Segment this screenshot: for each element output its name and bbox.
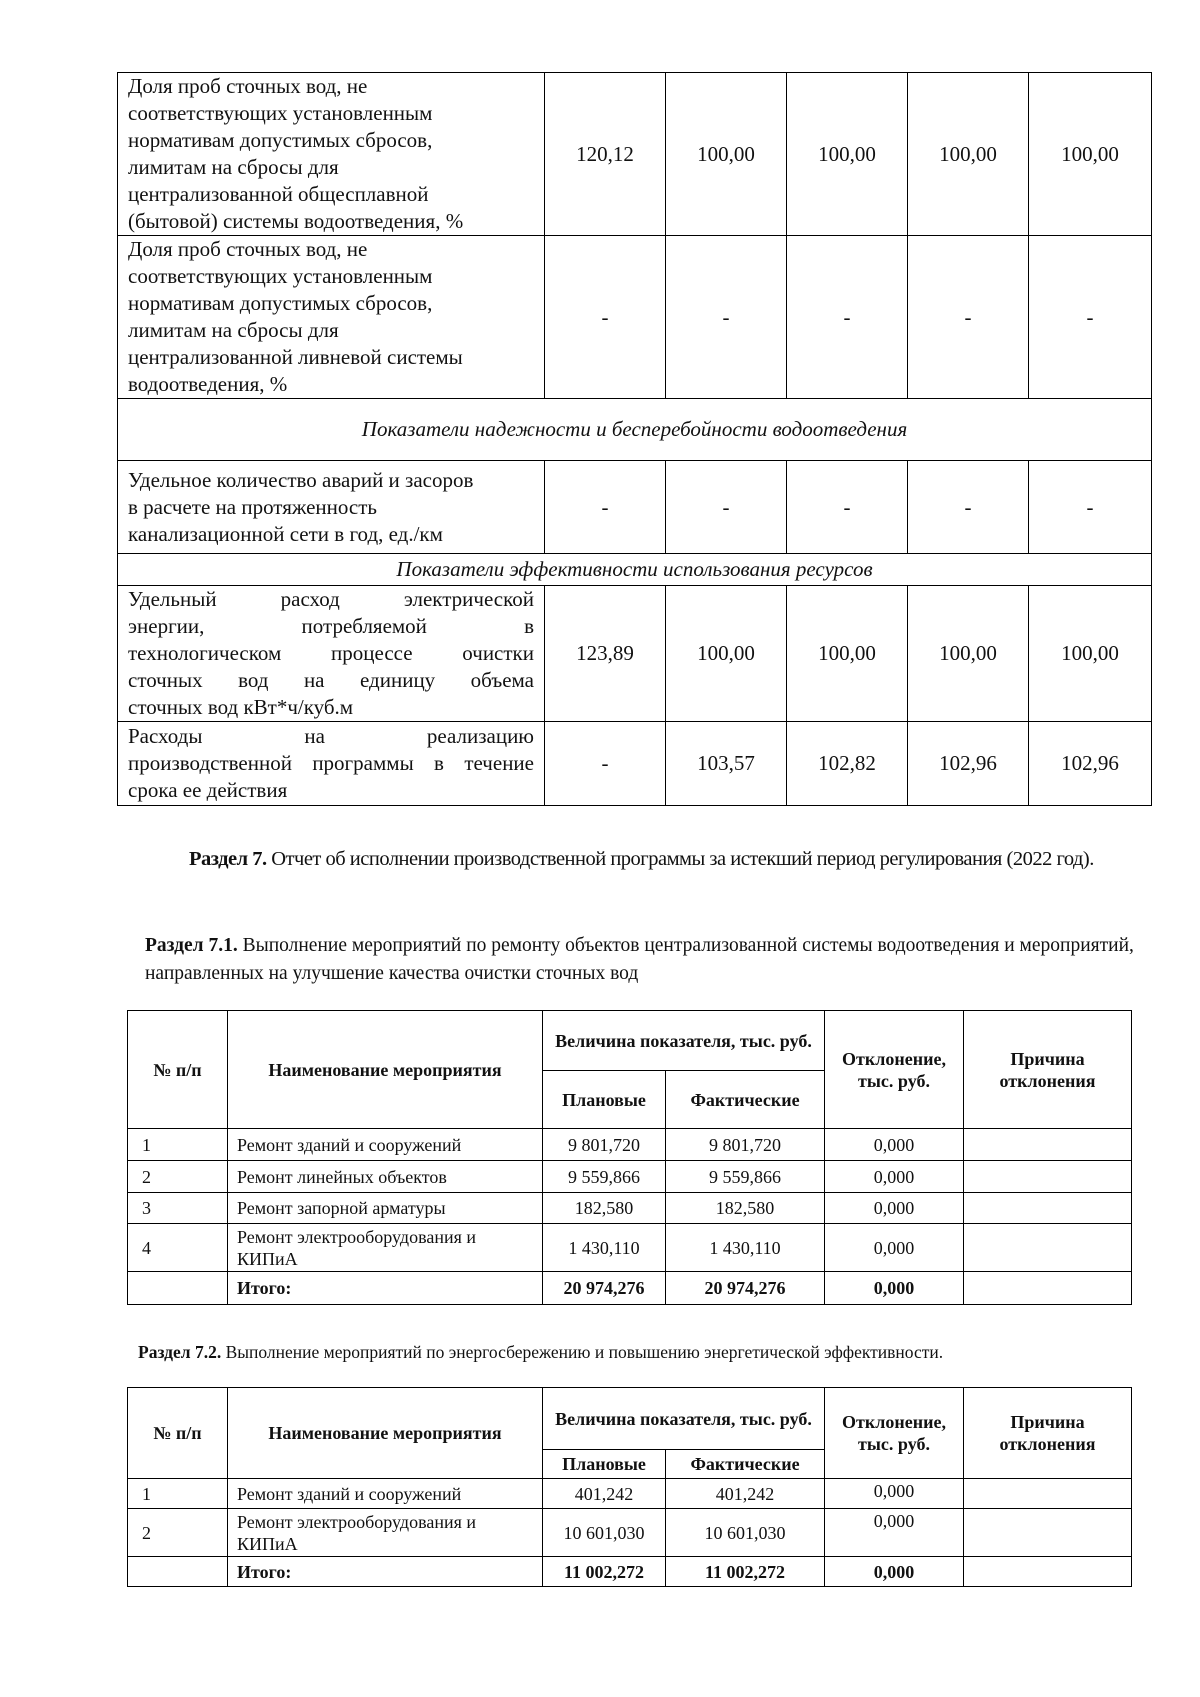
section-7-1-text: Выполнение мероприятий по ремонту объектов централизованной системы водоотведения и мероприятий, направленных на улучшение качества очистки сточных вод	[145, 935, 1134, 984]
measure-name: Итого:	[228, 1557, 543, 1587]
section-row	[118, 399, 1152, 461]
col-header-planned: Плановые	[543, 1450, 666, 1479]
indicator-row	[118, 461, 1152, 554]
section-7-heading	[145, 845, 1150, 874]
section-row	[118, 554, 1152, 586]
indicator-name	[118, 461, 545, 554]
deviation-value: 0,000	[825, 1479, 964, 1509]
indicator-name-line: централизованной общесплавной	[128, 182, 429, 206]
indicator-value: -	[666, 461, 787, 554]
indicator-name-line: соответствующих установленным	[128, 264, 433, 288]
indicator-value: -	[1029, 461, 1152, 554]
actual-value: 11 002,272	[666, 1557, 825, 1587]
col-header-reason: Причина отклонения	[964, 1388, 1132, 1479]
indicator-name-line: нормативам допустимых сбросов,	[128, 128, 433, 152]
energy-measures-table	[127, 1387, 1132, 1587]
deviation-reason	[964, 1272, 1132, 1305]
section-7-2-label: Раздел 7.2.	[138, 1342, 222, 1362]
indicator-name-line: Доля проб сточных вод, не	[128, 237, 368, 261]
row-number: 1	[128, 1479, 228, 1509]
indicator-name-line: сточных вод кВт*ч/куб.м	[128, 695, 354, 719]
measure-name: Ремонт зданий и сооружений	[228, 1479, 543, 1509]
section-7-label: Раздел 7.	[189, 848, 267, 870]
indicator-row	[118, 586, 1152, 722]
indicator-value: -	[787, 461, 908, 554]
indicator-name	[118, 236, 545, 399]
indicator-name-line: Доля проб сточных вод, не	[128, 74, 368, 98]
planned-value: 1 430,110	[543, 1224, 666, 1272]
measure-name: Ремонт зданий и сооружений	[228, 1129, 543, 1161]
planned-value: 10 601,030	[543, 1509, 666, 1557]
indicator-value: 100,00	[1029, 73, 1152, 236]
deviation-value: 0,000	[825, 1193, 964, 1224]
row-number	[128, 1557, 228, 1587]
indicator-name-line: Расходы на реализацию	[128, 724, 534, 748]
deviation-reason	[964, 1129, 1132, 1161]
indicators-table	[117, 72, 1152, 806]
col-header-planned: Плановые	[543, 1071, 666, 1129]
total-row	[128, 1272, 1132, 1305]
col-header-value: Величина показателя, тыс. руб.	[543, 1388, 825, 1450]
indicator-name-line: централизованной ливневой системы	[128, 345, 463, 369]
deviation-value: 0,000	[825, 1509, 964, 1557]
indicator-name-line: технологическом процессе очистки	[128, 641, 534, 665]
indicator-value: 123,89	[545, 586, 666, 722]
section-title: Показатели надежности и бесперебойности водоотведения	[118, 399, 1152, 461]
energy-measures-body	[128, 1479, 1132, 1587]
table-row	[128, 1509, 1132, 1557]
section-title: Показатели эффективности использования ресурсов	[118, 554, 1152, 586]
indicator-name	[118, 722, 545, 806]
indicator-name-line: в расчете на протяженность	[128, 494, 377, 519]
col-header-num: № п/п	[128, 1011, 228, 1129]
planned-value: 20 974,276	[543, 1272, 666, 1305]
indicator-name	[118, 73, 545, 236]
indicator-name-line: энергии, потребляемой в	[128, 614, 534, 638]
repair-measures-table	[127, 1010, 1132, 1305]
col-header-value: Величина показателя, тыс. руб.	[543, 1011, 825, 1071]
indicator-name-line: лимитам на сбросы для	[128, 155, 339, 179]
indicator-value: 100,00	[787, 73, 908, 236]
indicator-value: -	[908, 461, 1029, 554]
repair-measures-body	[128, 1129, 1132, 1305]
col-header-num: № п/п	[128, 1388, 228, 1479]
indicator-value: -	[545, 722, 666, 806]
indicator-name-line: лимитам на сбросы для	[128, 318, 339, 342]
section-7-2-text: Выполнение мероприятий по энергосбережению и повышению энергетической эффективности.	[221, 1342, 944, 1362]
indicator-name-line: нормативам допустимых сбросов,	[128, 291, 433, 315]
row-number: 1	[128, 1129, 228, 1161]
section-7-text: Отчет об исполнении производственной программы за истекший период регулирования (2022 год).	[266, 848, 1094, 870]
planned-value: 11 002,272	[543, 1557, 666, 1587]
table-row	[128, 1129, 1132, 1161]
deviation-reason	[964, 1161, 1132, 1193]
indicator-value: 120,12	[545, 73, 666, 236]
indicators-table-body	[118, 73, 1152, 806]
indicator-value: 100,00	[787, 586, 908, 722]
col-header-actual: Фактические	[666, 1450, 825, 1479]
actual-value: 20 974,276	[666, 1272, 825, 1305]
indicator-value: 100,00	[908, 73, 1029, 236]
indicator-name-line: водоотведения, %	[128, 372, 288, 396]
indicator-value: -	[666, 236, 787, 399]
measure-name: Ремонт запорной арматуры	[228, 1193, 543, 1224]
indicator-value: -	[545, 236, 666, 399]
table-row	[128, 1193, 1132, 1224]
indicator-name-line: соответствующих установленным	[128, 101, 433, 125]
col-header-actual: Фактические	[666, 1071, 825, 1129]
indicator-row	[118, 722, 1152, 806]
indicator-name-line: Удельный расход электрической	[128, 587, 534, 611]
indicator-name-line: (бытовой) системы водоотведения, %	[128, 209, 464, 233]
table-row	[128, 1161, 1132, 1193]
indicator-name-line: производственной программы в течение	[128, 751, 534, 775]
row-number: 4	[128, 1224, 228, 1272]
table-row	[128, 1479, 1132, 1509]
deviation-value: 0,000	[825, 1224, 964, 1272]
planned-value: 401,242	[543, 1479, 666, 1509]
row-number: 2	[128, 1161, 228, 1193]
measure-name: Итого:	[228, 1272, 543, 1305]
measure-name: Ремонт электрооборудования и КИПиА	[228, 1509, 543, 1557]
planned-value: 182,580	[543, 1193, 666, 1224]
section-7-1-label: Раздел 7.1.	[145, 935, 238, 956]
indicator-value: -	[545, 461, 666, 554]
indicator-value: 100,00	[666, 586, 787, 722]
indicator-name-line: Удельное количество аварий и засоров	[128, 467, 474, 492]
indicator-name-line: канализационной сети в год, ед./км	[128, 521, 443, 546]
planned-value: 9 801,720	[543, 1129, 666, 1161]
indicator-row	[118, 236, 1152, 399]
deviation-value: 0,000	[825, 1557, 964, 1587]
actual-value: 182,580	[666, 1193, 825, 1224]
table-row	[128, 1224, 1132, 1272]
indicator-value: 100,00	[1029, 586, 1152, 722]
actual-value: 9 559,866	[666, 1161, 825, 1193]
indicator-value: -	[1029, 236, 1152, 399]
indicator-value: 102,82	[787, 722, 908, 806]
indicator-value: 103,57	[666, 722, 787, 806]
deviation-reason	[964, 1224, 1132, 1272]
section-7-2-heading	[138, 1338, 1148, 1367]
row-number	[128, 1272, 228, 1305]
col-header-reason: Причина отклонения	[964, 1011, 1132, 1129]
indicator-value: 100,00	[666, 73, 787, 236]
indicator-name	[118, 586, 545, 722]
indicator-value: 100,00	[908, 586, 1029, 722]
deviation-reason	[964, 1557, 1132, 1587]
row-number: 3	[128, 1193, 228, 1224]
deviation-reason	[964, 1193, 1132, 1224]
col-header-deviation: Отклонение, тыс. руб.	[825, 1388, 964, 1479]
deviation-reason	[964, 1479, 1132, 1509]
indicator-value: 102,96	[908, 722, 1029, 806]
deviation-value: 0,000	[825, 1161, 964, 1193]
indicator-name-line: срока ее действия	[128, 778, 288, 802]
deviation-value: 0,000	[825, 1272, 964, 1305]
deviation-value: 0,000	[825, 1129, 964, 1161]
actual-value: 1 430,110	[666, 1224, 825, 1272]
col-header-name: Наименование мероприятия	[228, 1388, 543, 1479]
indicator-row	[118, 73, 1152, 236]
section-7-1-heading	[145, 932, 1155, 988]
deviation-reason	[964, 1509, 1132, 1557]
measure-name: Ремонт линейных объектов	[228, 1161, 543, 1193]
row-number: 2	[128, 1509, 228, 1557]
total-row	[128, 1557, 1132, 1587]
col-header-deviation: Отклонение, тыс. руб.	[825, 1011, 964, 1129]
indicator-name-line: сточных вод на единицу объема	[128, 668, 534, 692]
actual-value: 9 801,720	[666, 1129, 825, 1161]
col-header-name: Наименование мероприятия	[228, 1011, 543, 1129]
measure-name: Ремонт электрооборудования и КИПиА	[228, 1224, 543, 1272]
indicator-value: 102,96	[1029, 722, 1152, 806]
actual-value: 10 601,030	[666, 1509, 825, 1557]
actual-value: 401,242	[666, 1479, 825, 1509]
indicator-value: -	[908, 236, 1029, 399]
indicator-value: -	[787, 236, 908, 399]
planned-value: 9 559,866	[543, 1161, 666, 1193]
